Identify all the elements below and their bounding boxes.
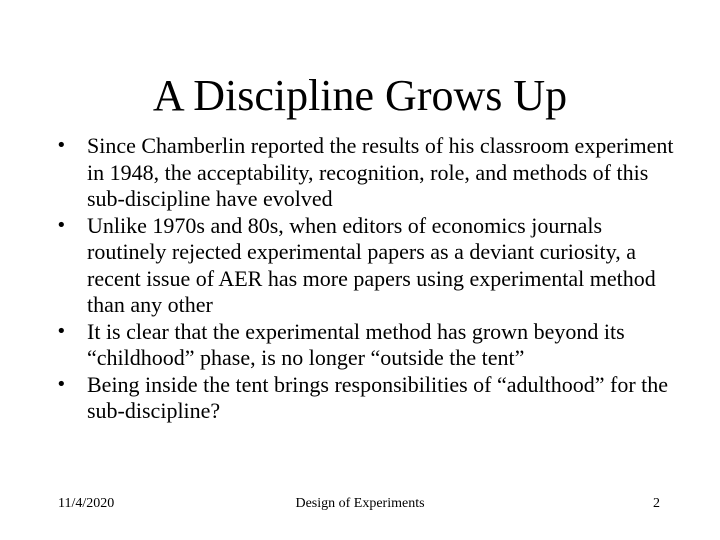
bullet-item [56, 213, 676, 319]
bullet-text: It is clear that the experimental method has grown beyond its “childhood” phase, is no longer “outside the tent” [87, 318, 625, 370]
bullet-item [56, 372, 676, 425]
bullet-dot-icon: • [56, 135, 67, 156]
bullet-item [56, 133, 676, 213]
bullet-text: Unlike 1970s and 80s, when editors of economics journals routinely rejected experimental papers as a deviant curiosity, a recent issue of AER has more papers using experimental method than any other [87, 212, 656, 317]
footer-title: Design of Experiments [295, 496, 425, 511]
bullet-dot-icon: • [56, 320, 67, 342]
footer-page-number: 2 [653, 496, 660, 511]
bullet-list [56, 133, 676, 425]
bullet-text: Being inside the tent brings responsibilities of “adulthood” for the sub-discipline? [87, 371, 669, 423]
slide-title: A Discipline Grows Up [152, 71, 568, 120]
bullet-dot-icon: • [56, 214, 67, 236]
bullet-dot-icon: • [56, 373, 67, 395]
footer-date: 11/4/2020 [58, 496, 115, 511]
bullet-text: Since Chamberlin reported the results of his classroom experiment in 1948, the acceptability, recognition, role, and methods of this sub-discipline have evolved [87, 133, 674, 211]
bullet-item [56, 319, 676, 372]
